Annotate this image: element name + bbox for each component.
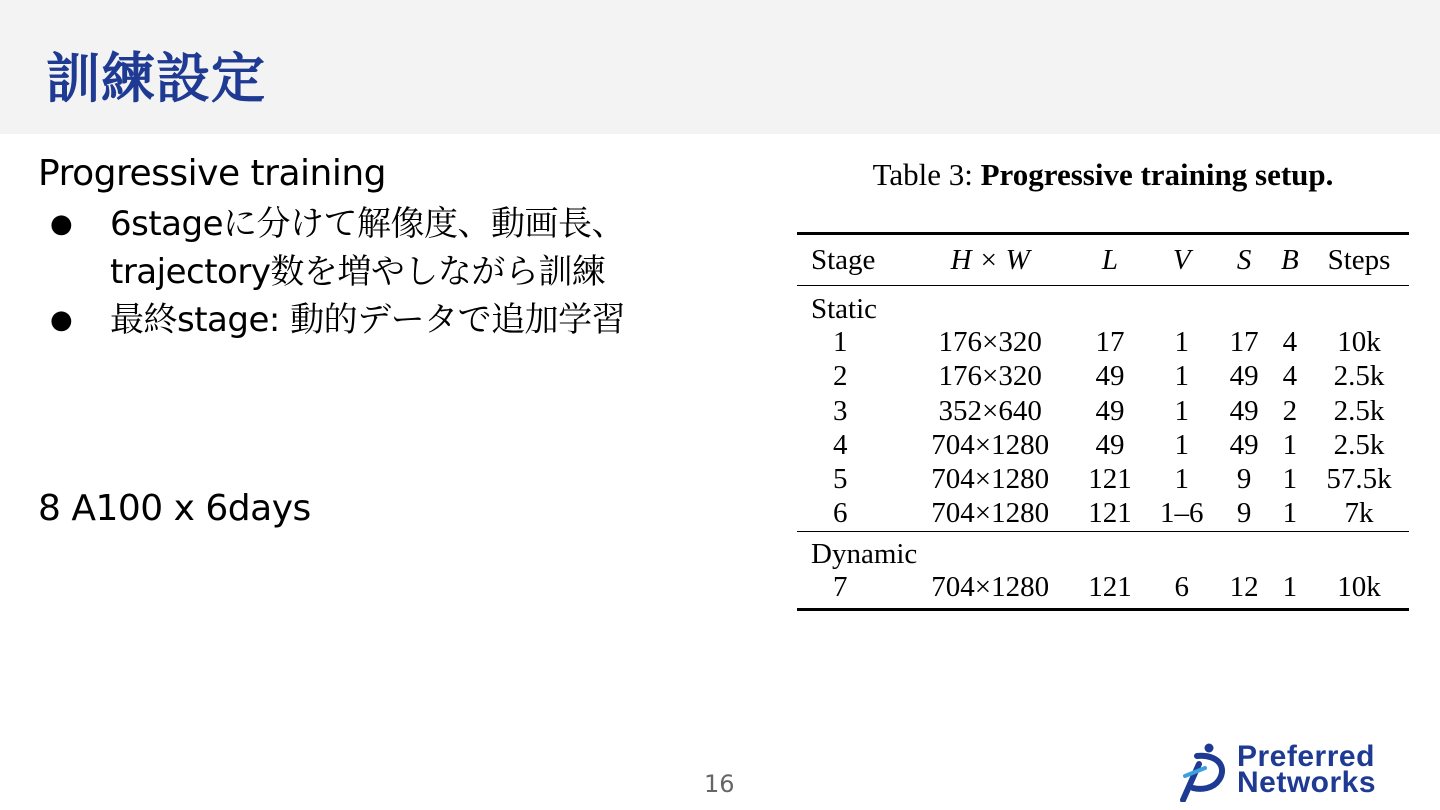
table-cell: 4: [833, 429, 848, 462]
table-cell: 2.5k: [1333, 429, 1385, 462]
page-number: 16: [704, 770, 735, 798]
table-header-row: [797, 234, 1409, 286]
table-row: [797, 360, 1409, 394]
logo-mark-icon: [1175, 742, 1235, 802]
table-cell: 7: [833, 571, 848, 604]
table-cell: 49: [1229, 394, 1259, 427]
table-cell: 121: [1088, 571, 1132, 604]
hardware-note: 8 A100 x 6days: [38, 488, 311, 529]
table-cell: 10k: [1337, 571, 1381, 604]
table-cell: 2: [1282, 394, 1298, 427]
table-cell: 17: [1229, 326, 1259, 359]
table-cell: 2.5k: [1333, 360, 1385, 393]
table-cell: 1: [1174, 326, 1189, 359]
table-cell: 176×320: [938, 326, 1042, 359]
table-cell: 1: [1282, 571, 1298, 604]
bullet-item: [38, 296, 738, 344]
table-cell: 1: [1282, 497, 1298, 530]
table-cell: 121: [1088, 463, 1132, 496]
table-figure: [797, 150, 1409, 611]
col-header-s: S: [1236, 243, 1252, 276]
table-cell: 17: [1095, 326, 1125, 359]
page-title: 訓練設定: [46, 47, 266, 110]
bullet-icon: ●: [50, 305, 73, 335]
table-cell: 704×1280: [931, 429, 1050, 462]
table-cell: 1: [1282, 429, 1298, 462]
table-group-row: [797, 286, 1409, 326]
table-cell: 5: [833, 463, 848, 496]
bullet-text: 最終stage: 動的データで追加学習: [110, 300, 626, 340]
bullet-item: [38, 200, 738, 296]
bullet-list: [38, 200, 738, 344]
col-header-stage: Stage: [811, 243, 876, 276]
table-cell: 1: [1282, 463, 1298, 496]
section-subhead: Progressive training: [38, 153, 386, 194]
table-group-row: [797, 531, 1409, 571]
table-cell: 6: [1174, 571, 1189, 604]
table-body: [797, 286, 1409, 610]
bullet-text: 6stageに分けて解像度、動画長、trajectory数を増やしながら訓練: [110, 204, 626, 292]
table-cell: 4: [1282, 360, 1298, 393]
bullet-icon: ●: [50, 209, 73, 239]
table-cell: 1: [1174, 463, 1189, 496]
caption-title: Progressive training setup.: [980, 157, 1334, 192]
table-cell: 176×320: [938, 360, 1042, 393]
group-label: Static: [811, 292, 878, 325]
caption-prefix: Table 3:: [872, 157, 973, 192]
table-cell: 57.5k: [1326, 463, 1392, 496]
table-cell: 49: [1229, 429, 1259, 462]
table-cell: 4: [1282, 326, 1298, 359]
col-header-views: V: [1172, 243, 1191, 276]
table-row: [797, 497, 1409, 531]
table-cell: 1: [1174, 360, 1189, 393]
table-cell: 121: [1088, 497, 1132, 530]
table-cell: 49: [1095, 394, 1125, 427]
table-cell: 2.5k: [1333, 394, 1385, 427]
company-logo: [1175, 742, 1420, 802]
table-row: [797, 463, 1409, 497]
table-cell: 6: [833, 497, 848, 530]
table-cell: 704×1280: [931, 571, 1050, 604]
table-cell: 1: [1174, 394, 1189, 427]
header-bar: [0, 0, 1440, 134]
table-cell: 49: [1229, 360, 1259, 393]
logo-wordmark: [1237, 740, 1377, 799]
table-row: [797, 394, 1409, 428]
table-cell: 49: [1095, 360, 1125, 393]
training-setup-table: [797, 232, 1409, 611]
table-cell: 704×1280: [931, 463, 1050, 496]
col-header-length: L: [1101, 243, 1119, 276]
table-cell: 49: [1095, 429, 1125, 462]
table-cell: 352×640: [938, 394, 1042, 427]
table-cell: 10k: [1337, 326, 1381, 359]
table-cell: 12: [1229, 571, 1259, 604]
table-cell: 9: [1236, 463, 1252, 496]
col-header-steps: Steps: [1327, 243, 1391, 276]
table-cell: 3: [833, 394, 848, 427]
table-cell: 2: [833, 360, 848, 393]
table-cell: 1–6: [1160, 497, 1204, 530]
table-caption: [797, 150, 1409, 200]
col-header-batch: B: [1281, 243, 1299, 276]
left-column: [38, 150, 738, 344]
col-header-resolution: H × W: [950, 243, 1030, 276]
table-cell: 1: [1174, 429, 1189, 462]
group-label: Dynamic: [811, 538, 918, 571]
table-row: [797, 326, 1409, 360]
logo-line-2: Networks: [1237, 766, 1377, 799]
table-row: [797, 571, 1409, 610]
table-cell: 704×1280: [931, 497, 1050, 530]
table-row: [797, 428, 1409, 462]
logo-line-1: Preferred: [1237, 740, 1375, 773]
table-cell: 1: [833, 326, 848, 359]
table-cell: 9: [1236, 497, 1252, 530]
table-cell: 7k: [1344, 497, 1374, 530]
